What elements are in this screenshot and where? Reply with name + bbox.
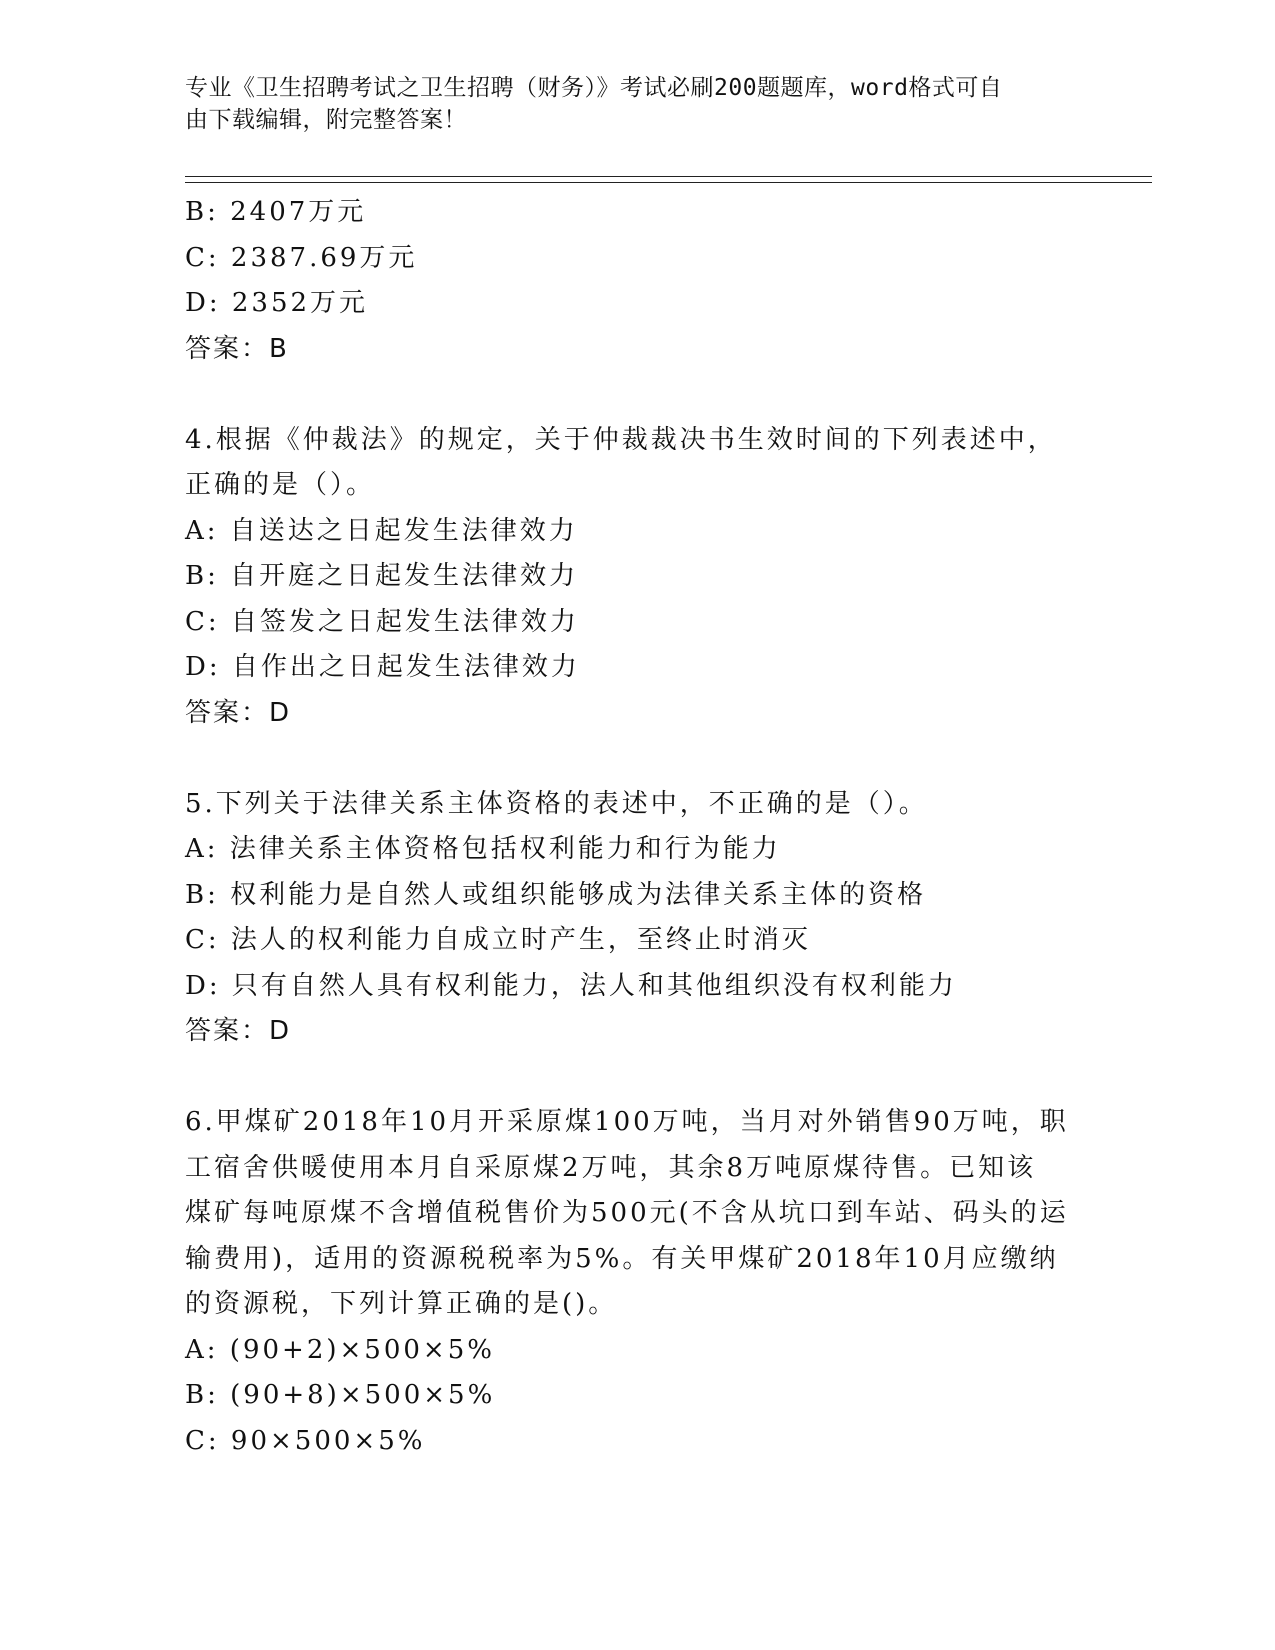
question-6 <box>185 1100 1085 1464</box>
question-stem-line: 输费用)，适用的资源税税率为5%。有关甲煤矿2018年10月应缴纳 <box>185 1243 1059 1274</box>
option-a: A: 自送达之日起发生法律效力 <box>185 515 578 546</box>
option-d: D: 自作出之日起发生法律效力 <box>185 652 580 682</box>
option-b: B: (90+8)×500×5% <box>185 1380 496 1410</box>
option-b: B: 2407万元 <box>185 197 367 227</box>
question-stem-line: 5.下列关于法律关系主体资格的表述中，不正确的是（）。 <box>185 788 928 819</box>
option-d: D: 2352万元 <box>185 288 369 318</box>
header-divider-bottom <box>185 182 1152 183</box>
header-line-2: 由下载编辑，附完整答案！ <box>185 107 467 133</box>
header-divider-top <box>185 176 1152 177</box>
question-stem-line: 工宿舍供暖使用本月自采原煤2万吨，其余8万吨原煤待售。已知该 <box>185 1152 1037 1183</box>
document-header <box>185 72 1065 136</box>
previous-question-block <box>185 190 1085 372</box>
answer-line: 答案：D <box>185 697 292 728</box>
answer-line: 答案：B <box>185 333 289 364</box>
question-5 <box>185 782 1085 1055</box>
option-b: B: 权利能力是自然人或组织能够成为法律关系主体的资格 <box>185 879 927 910</box>
option-c: C: 法人的权利能力自成立时产生，至终止时消灭 <box>185 925 811 955</box>
header-line-1: 专业《卫生招聘考试之卫生招聘（财务）》考试必刷200题题库，word格式可自 <box>185 75 1003 101</box>
option-a: A: (90+2)×500×5% <box>185 1334 495 1365</box>
option-c: C: 自签发之日起发生法律效力 <box>185 606 579 637</box>
option-b: B: 自开庭之日起发生法律效力 <box>185 561 579 591</box>
option-d: D: 只有自然人具有权利能力，法人和其他组织没有权利能力 <box>185 970 957 1001</box>
option-a: A: 法律关系主体资格包括权利能力和行为能力 <box>185 834 781 864</box>
option-c: C: 90×500×5% <box>185 1425 426 1456</box>
question-content <box>185 190 1085 1464</box>
question-stem-line: 6.甲煤矿2018年10月开采原煤100万吨，当月对外销售90万吨，职 <box>185 1107 1069 1137</box>
answer-line: 答案：D <box>185 1016 292 1046</box>
question-stem-line: 煤矿每吨原煤不含增值税售价为500元(不含从坑口到车站、码头的运 <box>185 1198 1069 1228</box>
question-stem-line: 正确的是（）。 <box>185 470 376 500</box>
question-stem-line: 4.根据《仲裁法》的规定，关于仲裁裁决书生效时间的下列表述中， <box>185 424 1057 455</box>
question-4 <box>185 418 1085 737</box>
option-c: C: 2387.69万元 <box>185 242 418 273</box>
question-stem-line: 的资源税，下列计算正确的是()。 <box>185 1289 618 1319</box>
